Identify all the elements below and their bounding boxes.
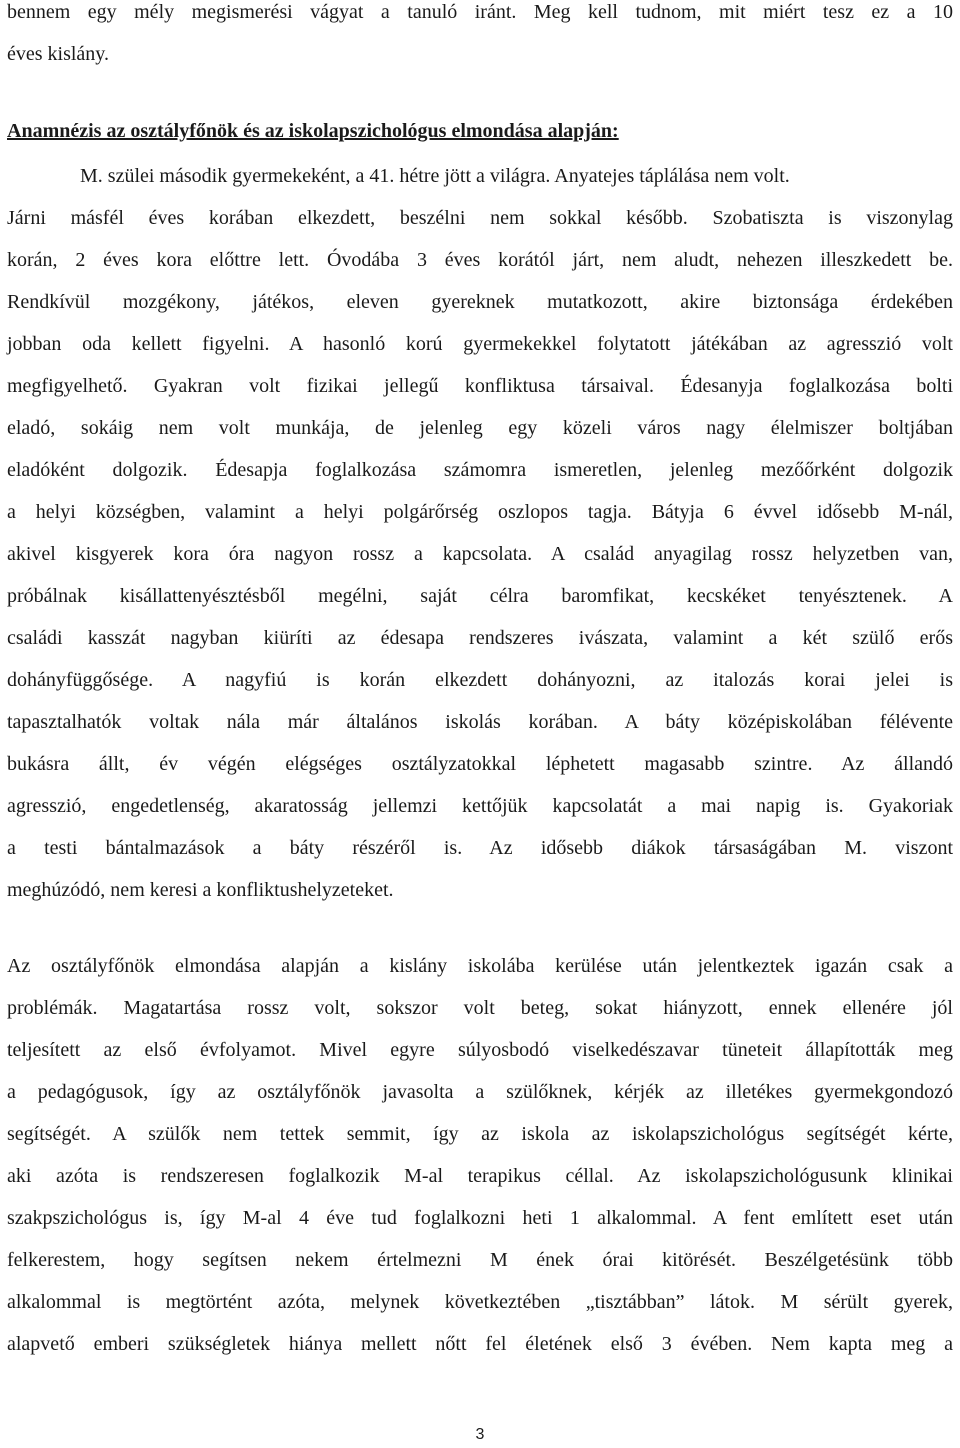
paragraph-2-line-7: szakpszichológus is, így M-al 4 éve tud foglalkozni heti 1 alkalommal. A fent említett eset után [7, 1207, 953, 1229]
paragraph-1-line-13: dohányfüggősége. A nagyfiú is korán elkezdett dohányozni, az italozás korai jelei is [7, 669, 953, 691]
page-number: 3 [475, 1426, 485, 1443]
paragraph-1-line-16: agresszió, engedetlenség, akaratosság jellemzi kettőjük kapcsolatát a mai napig is. Gyakoriak [7, 795, 953, 817]
paragraph-2-line-6: aki azóta is rendszeresen foglalkozik M-al terapikus céllal. Az iskolapszichológusunk klinikai [7, 1165, 953, 1187]
paragraph-2-line-3: teljesített az első évfolyamot. Mivel egyre súlyosbodó viselkedészavar tüneteit állapították meg [7, 1039, 953, 1061]
paragraph-2-line-8: felkerestem, hogy segítsen nekem értelmezni M ének órai kitörését. Beszélgetésünk több [7, 1249, 953, 1271]
intro-line-1: bennem egy mély megismerési vágyat a tanuló iránt. Meg kell tudnom, mit miért tesz ez a 10 [7, 1, 953, 23]
paragraph-1-line-1: M. szülei második gyermekeként, a 41. hétre jött a világra. Anyatejes táplálása nem volt. [80, 165, 790, 187]
paragraph-1-line-4: Rendkívül mozgékony, játékos, eleven gyereknek mutatkozott, akire biztonsága érdekében [7, 291, 953, 313]
paragraph-1-line-3: korán, 2 éves kora előttre lett. Óvodába 3 éves korától járt, nem aludt, nehezen illeszkedett be. [7, 249, 953, 271]
paragraph-1-line-11: próbálnak kisállattenyésztésből megélni, saját célra baromfikat, kecskéket tenyésztenek. A [7, 585, 953, 607]
section-heading: Anamnézis az osztályfőnök és az iskolapszichológus elmondása alapján: [7, 120, 619, 142]
paragraph-1-line-10: akivel kisgyerek kora óra nagyon rossz a kapcsolata. A család anyagilag rossz helyzetben van, [7, 543, 953, 565]
paragraph-1-line-14: tapasztalhatók voltak nála már általános iskolás korában. A báty középiskolában félévente [7, 711, 953, 733]
paragraph-2-line-9: alkalommal is megtörtént azóta, melynek következtében „tisztábban” látok. M sérült gyerek, [7, 1291, 953, 1313]
paragraph-1-line-2: Járni másfél éves korában elkezdett, beszélni nem sokkal később. Szobatiszta is viszonylag [7, 207, 953, 229]
paragraph-2-line-1: Az osztályfőnök elmondása alapján a kislány iskolába kerülése után jelentkeztek igazán csak a [7, 955, 953, 977]
intro-line-2: éves kislány. [7, 43, 110, 65]
paragraph-1-line-8: eladóként dolgozik. Édesapja foglalkozása számomra ismeretlen, jelenleg mezőőrként dolgozik [7, 459, 953, 481]
paragraph-1-line-12: családi kasszát nagyban kiüríti az édesapa rendszeres ivászata, valamint a két szülő erős [7, 627, 953, 649]
paragraph-2-line-10: alapvető emberi szükségletek hiánya mellett nőtt fel életének első 3 évében. Nem kapta meg a [7, 1333, 953, 1355]
paragraph-2-line-4: a pedagógusok, így az osztályfőnök javasolta a szülőknek, kérjék az illetékes gyermekgondozó [7, 1081, 953, 1103]
paragraph-2-line-5: segítségét. A szülők nem tettek semmit, így az iskola az iskolapszichológus segítségét kérte, [7, 1123, 953, 1145]
paragraph-1-line-5: jobban oda kellett figyelni. A hasonló korú gyermekekkel folytatott játékában az agresszió volt [7, 333, 953, 355]
paragraph-1-line-18: meghúzódó, nem keresi a konfliktushelyzeteket. [7, 879, 394, 901]
paragraph-1-line-9: a helyi községben, valamint a helyi polgárőrség oszlopos tagja. Bátyja 6 évvel idősebb M-nál, [7, 501, 953, 523]
paragraph-2-line-2: problémák. Magatartása rossz volt, sokszor volt beteg, sokat hiányzott, ennek ellenére jól [7, 997, 953, 1019]
paragraph-1-line-6: megfigyelhető. Gyakran volt fizikai jellegű konfliktusa társaival. Édesanyja foglalkozása bolti [7, 375, 953, 397]
paragraph-1-line-15: bukásra állt, év végén elégséges osztályzatokkal léphetett magasabb szintre. Az állandó [7, 753, 953, 775]
paragraph-1-line-17: a testi bántalmazások a báty részéről is. Az idősebb diákok társaságában M. viszont [7, 837, 953, 859]
paragraph-1-line-7: eladó, sokáig nem volt munkája, de jelenleg egy közeli város nagy élelmiszer boltjában [7, 417, 953, 439]
